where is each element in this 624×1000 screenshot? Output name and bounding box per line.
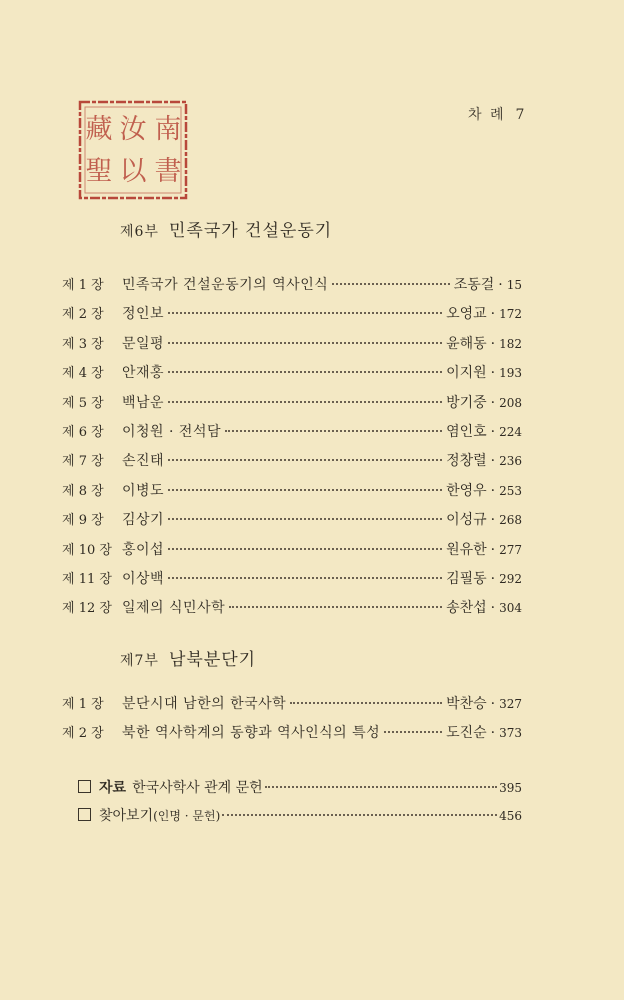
svg-text:南: 南	[154, 114, 182, 145]
chapter-author: 정창렬	[446, 453, 487, 470]
appendix-title	[99, 805, 220, 825]
chapter-page: 172	[499, 307, 522, 322]
chapter-number: 제 10 장	[62, 542, 112, 558]
chapter-number: 제 4 장	[62, 366, 104, 382]
chapter-title: 안재홍	[122, 365, 165, 382]
svg-text:書: 書	[154, 156, 182, 187]
toc-entry	[62, 597, 522, 621]
separator-dot: ·	[490, 512, 496, 529]
chapter-title: 김상기	[122, 512, 165, 529]
svg-text:藏: 藏	[85, 114, 113, 145]
toc-entry	[62, 333, 522, 357]
separator-dot: ·	[490, 424, 496, 440]
appendix-bold-label: 자료	[99, 780, 127, 796]
chapter-number: 제 2 장	[62, 726, 104, 741]
chapter-number: 제 12 장	[62, 601, 112, 617]
separator-dot: ·	[490, 306, 496, 323]
dot-leader	[384, 731, 442, 733]
dot-leader	[168, 401, 442, 403]
chapter-title: 정인보	[122, 306, 165, 323]
dot-leader	[168, 312, 442, 314]
toc-entry	[62, 480, 522, 504]
chapter-number: 제 7 장	[62, 454, 104, 470]
chapter-page: 292	[499, 572, 522, 586]
toc-entry	[62, 722, 522, 746]
chapter-author: 원유한	[446, 541, 487, 558]
chapter-author: 이지원	[446, 365, 487, 382]
chapter-page: 224	[499, 425, 522, 439]
chapter-number: 제 11 장	[62, 572, 112, 587]
seal-stamp-icon	[78, 100, 188, 200]
chapter-title: 홍이섭	[122, 541, 165, 558]
part6-heading	[120, 216, 332, 241]
chapter-author: 김필동	[446, 571, 487, 587]
dot-leader	[168, 489, 442, 491]
chapter-author: 염인호	[446, 424, 487, 440]
chapter-title: 민족국가 건설운동기의 역사인식	[122, 277, 329, 293]
chapter-number: 제 9 장	[62, 513, 104, 529]
appendix-item-index	[78, 805, 522, 829]
page-number: 7	[515, 107, 527, 123]
dot-leader	[225, 430, 442, 432]
toc-entry	[62, 274, 522, 298]
part7-label: 제7부	[120, 653, 159, 669]
separator-dot: ·	[490, 541, 496, 558]
chapter-title: 북한 역사학계의 동향과 역사인식의 특성	[122, 725, 381, 741]
separator-dot: ·	[490, 571, 496, 587]
chapter-author: 송찬섭	[446, 600, 487, 617]
dot-leader	[265, 786, 497, 788]
chapter-title: 일제의 식민사학	[122, 600, 226, 617]
checkbox-square-icon	[78, 780, 91, 793]
chapter-page: 236	[499, 454, 522, 469]
separator-dot: ·	[490, 365, 496, 382]
chapter-author: 조동걸	[453, 277, 495, 293]
chapter-author: 도진순	[446, 725, 487, 741]
toc-entry	[62, 509, 522, 533]
svg-text:汝: 汝	[119, 114, 147, 145]
chapter-page: 304	[499, 601, 522, 616]
separator-dot: ·	[490, 394, 496, 411]
chapter-number: 제 3 장	[62, 336, 104, 352]
dot-leader	[168, 459, 442, 461]
toc-entry	[62, 539, 522, 563]
chapter-title: 분단시대 남한의 한국사학	[122, 696, 287, 712]
chapter-number: 제 1 장	[62, 697, 104, 712]
chapter-page: 182	[499, 336, 522, 351]
chapter-page: 277	[499, 542, 522, 557]
chapter-author: 오영교	[446, 306, 487, 323]
chapter-title: 백남운	[122, 394, 165, 411]
part7-heading	[120, 645, 256, 670]
separator-dot: ·	[490, 482, 496, 499]
chapter-title: 이청원 · 전석담	[122, 424, 221, 440]
appendix-page: 395	[499, 781, 522, 795]
dot-leader	[168, 548, 442, 550]
toc-entry	[62, 450, 522, 474]
chapter-number: 제 8 장	[62, 483, 104, 499]
chapter-title: 이상백	[122, 571, 165, 587]
chapter-number: 제 6 장	[62, 425, 104, 440]
separator-dot: ·	[490, 696, 496, 712]
appendix-index-sub: (인명 · 문헌)	[153, 809, 221, 823]
running-head-label: 차 례	[468, 107, 506, 123]
toc-entry	[62, 568, 522, 592]
toc-entry	[62, 362, 522, 386]
dot-leader	[290, 702, 442, 704]
separator-dot: ·	[490, 335, 496, 352]
chapter-title: 손진태	[122, 453, 165, 470]
part7-title: 남북분단기	[168, 650, 257, 670]
toc-entry	[62, 693, 522, 717]
chapter-author: 방기중	[446, 394, 487, 411]
separator-dot: ·	[490, 453, 496, 470]
chapter-title: 문일평	[122, 335, 165, 352]
appendix-title: 한국사학사 관계 문헌	[132, 780, 263, 796]
dot-leader	[168, 371, 442, 373]
chapter-author: 이성규	[446, 512, 487, 529]
appendix-item-materials	[78, 777, 522, 801]
chapter-page: 15	[506, 278, 522, 292]
separator-dot: ·	[498, 277, 503, 293]
chapter-page: 373	[499, 726, 522, 740]
chapter-number: 제 2 장	[62, 307, 104, 323]
chapter-author: 박찬승	[446, 696, 487, 712]
toc-entry	[62, 303, 522, 327]
dot-leader	[168, 518, 442, 520]
appendix-index-title: 찾아보기	[99, 808, 154, 824]
svg-text:以: 以	[119, 156, 147, 187]
chapter-title: 이병도	[122, 482, 165, 499]
chapter-page: 327	[499, 697, 522, 711]
separator-dot: ·	[490, 725, 496, 741]
chapter-number: 제 1 장	[62, 278, 104, 293]
part6-label: 제6부	[120, 224, 159, 240]
chapter-author: 한영우	[446, 482, 487, 499]
toc-entry	[62, 421, 522, 445]
appendix-page: 456	[499, 809, 522, 823]
dot-leader	[168, 577, 442, 579]
dot-leader	[222, 814, 497, 816]
dot-leader	[332, 283, 449, 285]
chapter-page: 193	[499, 366, 522, 381]
chapter-page: 253	[499, 483, 522, 498]
chapter-page: 268	[499, 513, 522, 528]
toc-entry	[62, 392, 522, 416]
chapter-number: 제 5 장	[62, 395, 104, 411]
svg-text:聖: 聖	[85, 156, 113, 187]
separator-dot: ·	[490, 600, 496, 617]
part6-title: 민족국가 건설운동기	[168, 221, 333, 241]
chapter-page: 208	[499, 395, 522, 410]
running-head	[468, 104, 526, 124]
checkbox-square-icon	[78, 808, 91, 821]
dot-leader	[168, 342, 442, 344]
chapter-author: 윤해동	[446, 335, 487, 352]
dot-leader	[229, 606, 442, 608]
